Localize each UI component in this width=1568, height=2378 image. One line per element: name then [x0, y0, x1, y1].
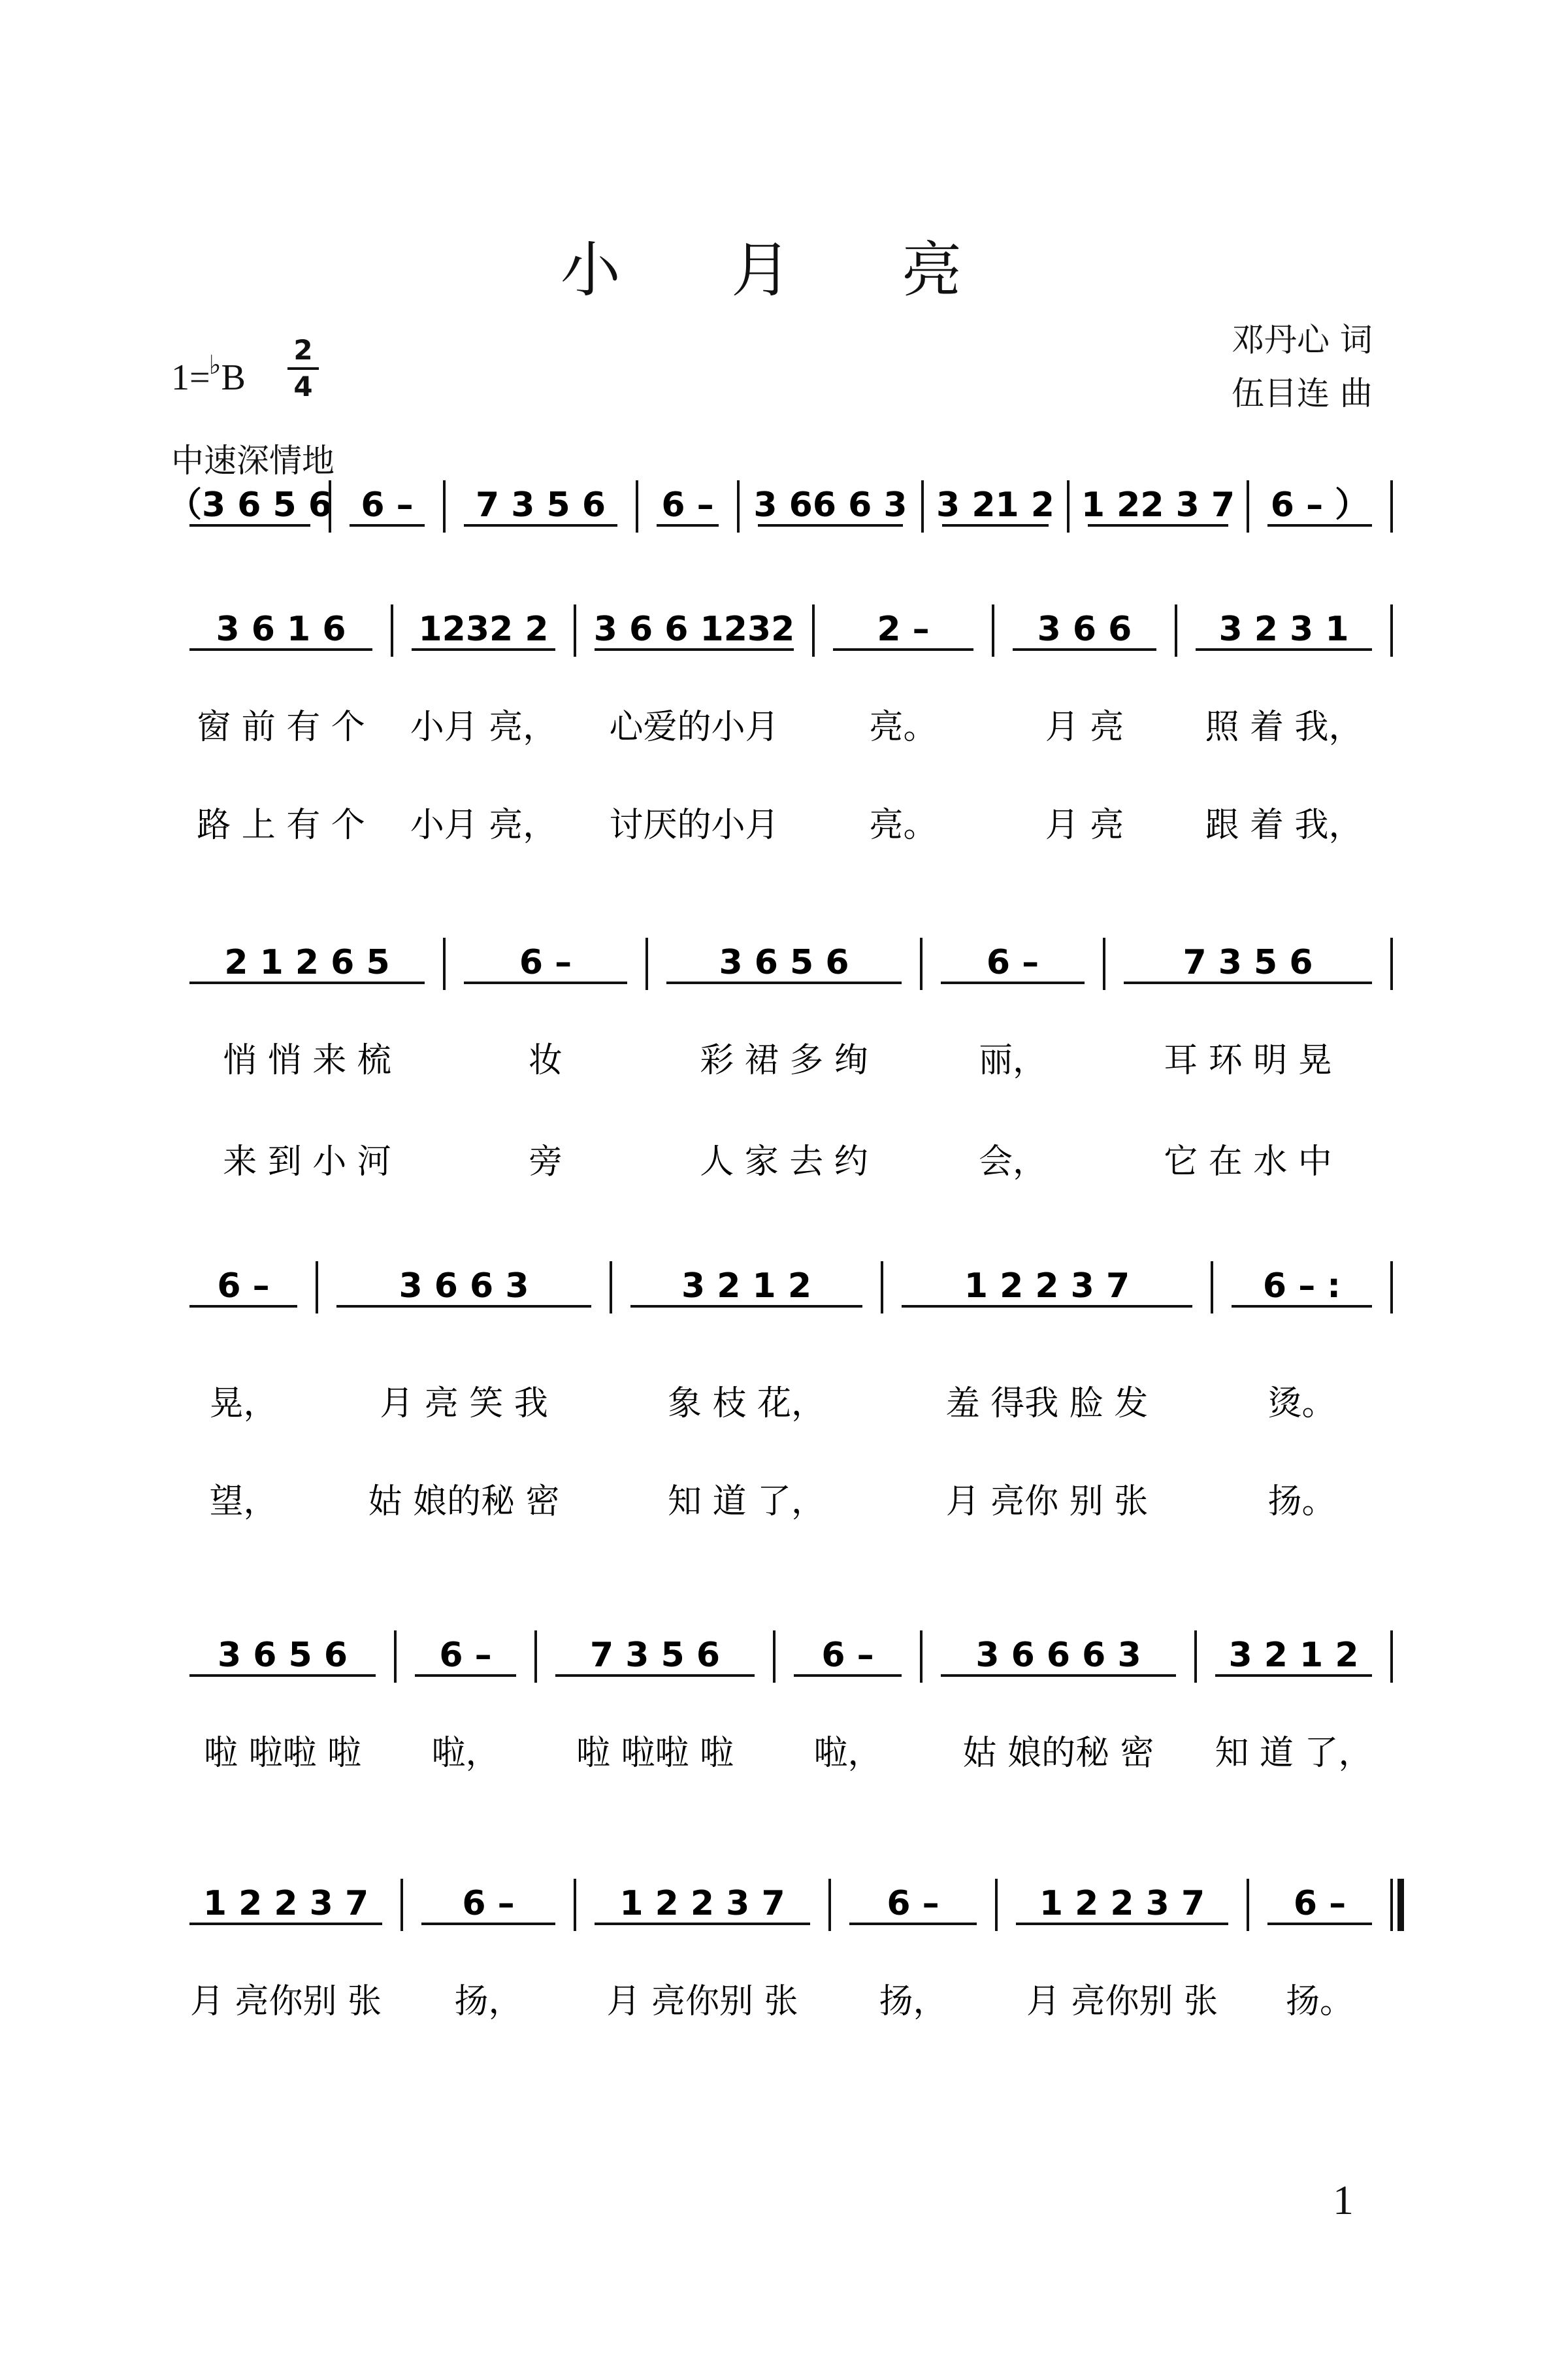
lyric-segment: 它 在 水 中	[1164, 1142, 1332, 1181]
measure-notes: 7 3 5 6	[1183, 943, 1313, 982]
lyric-segment: 跟 着 我，	[1205, 806, 1363, 845]
lyric-segment: 彩 裙 多 绚	[700, 1041, 868, 1080]
lyric-segment: 窗 前 有 个	[197, 708, 365, 747]
lyric-segment: 丽，	[978, 1041, 1047, 1080]
lyric-segment: 扬，	[454, 1982, 523, 2021]
measure-notes: 6 –	[661, 486, 714, 525]
key-tonic: 1=	[171, 357, 210, 398]
measure-notes: 1 2 2 3 7	[619, 1884, 785, 1923]
page-number: 1	[1333, 2177, 1354, 2223]
measure-notes: 6 –	[519, 943, 572, 982]
measure-notes: 6 – ）	[1270, 486, 1369, 525]
measure-notes: 3 6 6 3	[399, 1266, 529, 1306]
measure-notes: 1 2 2 3 7	[964, 1266, 1130, 1306]
lyric-segment: 路 上 有 个	[197, 806, 365, 845]
measure-notes: 6 –	[1293, 1884, 1347, 1923]
measure-notes: 3 2 1 2	[681, 1266, 812, 1306]
lyric-segment: 知 道 了，	[1215, 1734, 1373, 1773]
lyric-segment: 人 家 去 约	[700, 1142, 868, 1181]
measure-notes: 3 6 6 6 3	[975, 1636, 1141, 1675]
measure-notes: 6 –	[887, 1884, 939, 1923]
lyric-segment: 小月 亮，	[410, 806, 557, 845]
measure-notes: 1 22 3 7	[1081, 486, 1235, 525]
measure-notes: 6 –	[361, 486, 414, 525]
measure-notes: 3 6 6	[1037, 610, 1132, 649]
measure-notes: 6 –	[439, 1636, 492, 1675]
measure-notes: 7 3 5 6	[475, 486, 606, 525]
measure-notes: 3 21 2	[936, 486, 1054, 525]
lyric-segment: 啦，	[813, 1734, 882, 1773]
lyric-segment: 小月 亮，	[410, 708, 557, 747]
measure-notes: 1 2 2 3 7	[1039, 1884, 1205, 1923]
lyric-segment: 亮。	[869, 806, 938, 845]
time-signature-numerator: 2	[293, 334, 313, 366]
lyric-segment: 姑 娘的秘 密	[962, 1734, 1154, 1773]
lyric-segment: 象 枝 花，	[667, 1384, 826, 1423]
measure-notes: 1 2 2 3 7	[203, 1884, 369, 1923]
composer-credit: 伍目连 曲	[1232, 374, 1373, 412]
measure-notes: 3 6 1 6	[216, 610, 346, 649]
lyric-segment: 旁	[528, 1142, 563, 1181]
lyric-segment: 烫。	[1267, 1384, 1336, 1423]
lyric-segment: 讨厌的小月	[609, 806, 779, 845]
lyric-segment: 月 亮你别 张	[189, 1982, 382, 2021]
lyric-segment: 月 亮	[1045, 806, 1124, 845]
lyric-segment: 扬，	[879, 1982, 947, 2021]
measure-notes: 3 6 5 6	[217, 1636, 348, 1675]
lyric-segment: 亮。	[869, 708, 938, 747]
measure-notes: 7 3 5 6	[589, 1636, 721, 1675]
lyric-segment: 悄 悄 来 梳	[223, 1041, 391, 1080]
time-signature-denominator: 4	[293, 371, 313, 403]
measure-notes: 6 –	[821, 1636, 874, 1675]
lyric-segment: 心爱的小月	[609, 708, 779, 747]
lyricist-credit: 邓丹心 词	[1232, 321, 1373, 359]
lyric-segment: 妆	[528, 1041, 563, 1080]
measure-notes: 3 2 3 1	[1218, 610, 1349, 649]
measure-notes: 3 2 1 2	[1228, 1636, 1359, 1675]
measure-notes: 6 –	[462, 1884, 515, 1923]
measure-notes: 6 – :	[1262, 1266, 1341, 1306]
lyric-segment: 姑 娘的秘 密	[368, 1482, 560, 1521]
lyric-segment: 啦 啦啦 啦	[203, 1734, 362, 1773]
lyric-segment: 扬。	[1267, 1482, 1336, 1521]
measure-notes: 3 6 6 1232	[593, 610, 795, 649]
lyric-segment: 月 亮 笑 我	[380, 1384, 548, 1423]
measure-notes: 6 –	[986, 943, 1039, 982]
measure-notes: 3 66 6 3	[753, 486, 907, 525]
lyric-segment: 来 到 小 河	[223, 1142, 391, 1181]
lyric-segment: 啦，	[431, 1734, 500, 1773]
key-note: B	[221, 357, 246, 398]
lyric-segment: 会，	[978, 1142, 1047, 1181]
lyric-segment: 照 着 我，	[1205, 708, 1363, 747]
lyric-segment: 耳 环 明 晃	[1164, 1041, 1332, 1080]
lyric-segment: 月 亮你别 张	[606, 1982, 798, 2021]
lyric-segment: 月 亮你 别 张	[945, 1482, 1149, 1521]
measure-notes: （3 6 5 6	[167, 486, 333, 525]
measure-notes: 3 6 5 6	[719, 943, 849, 982]
lyric-segment: 啦 啦啦 啦	[576, 1734, 734, 1773]
measure-notes: 2 –	[877, 610, 930, 649]
page-title: 小 月 亮	[560, 235, 1008, 305]
flat-icon: ♭	[208, 350, 221, 380]
lyric-segment: 扬。	[1285, 1982, 1354, 2021]
measure-notes: 2 1 2 6 5	[224, 943, 390, 982]
lyric-segment: 晃，	[209, 1384, 278, 1423]
lyric-segment: 月 亮	[1045, 708, 1124, 747]
lyric-segment: 知 道 了，	[667, 1482, 826, 1521]
lyric-segment: 月 亮你别 张	[1026, 1982, 1218, 2021]
lyric-segment: 望，	[209, 1482, 278, 1521]
measure-notes: 1232 2	[418, 610, 549, 649]
measure-notes: 6 –	[217, 1266, 270, 1306]
lyric-segment: 羞 得我 脸 发	[945, 1384, 1149, 1423]
tempo-marking: 中速深情地	[171, 442, 335, 480]
